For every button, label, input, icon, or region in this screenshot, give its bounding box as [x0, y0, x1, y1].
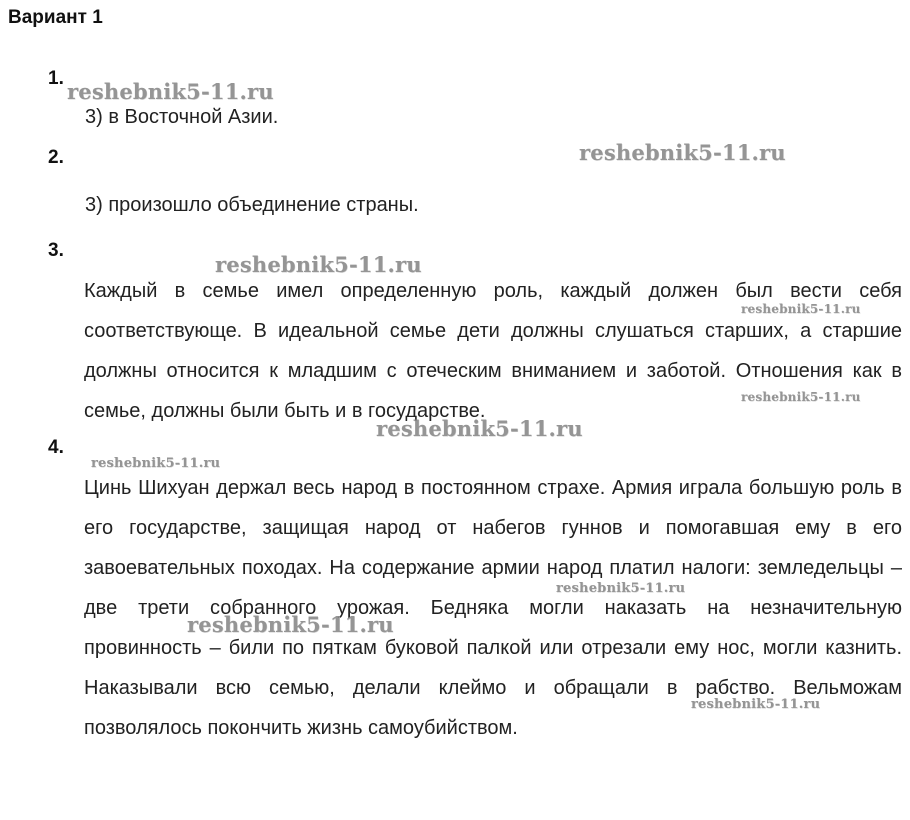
watermark: reshebnik5-11.ru: [556, 581, 686, 596]
item-answer: 3) произошло объединение страны.: [85, 194, 419, 216]
watermark: reshebnik5-11.ru: [741, 390, 861, 404]
watermark: reshebnik5-11.ru: [579, 140, 786, 165]
watermark: reshebnik5-11.ru: [376, 416, 583, 441]
item-number: 4.: [48, 437, 64, 458]
watermark: reshebnik5-11.ru: [691, 697, 821, 712]
item-answer: 3) в Восточной Азии.: [85, 106, 279, 128]
page-title: Вариант 1: [8, 7, 103, 28]
watermark: reshebnik5-11.ru: [215, 252, 422, 277]
watermark: reshebnik5-11.ru: [187, 612, 394, 637]
item-number: 1.: [48, 68, 64, 89]
watermark: reshebnik5-11.ru: [91, 456, 221, 471]
item-number: 2.: [48, 147, 64, 168]
item-paragraph: Цинь Шихуан держал весь народ в постоянном страхе. Армия играла большую роль в его государстве, защищая народ от набегов гуннов и помогавшая ему в его завоевательных походах. На содержание армии народ платил налоги: земледельцы – две трети собранного урожая. Бедняка могли наказать на незначительную провинность – били по пяткам буковой палкой или отрезали ему нос, могли казнить. Наказывали всю семью, делали клеймо и обращали в рабство. Вельможам позволялось покончить жизнь самоубийством.: [84, 477, 902, 739]
watermark: reshebnik5-11.ru: [67, 79, 274, 104]
item-paragraph: Каждый в семье имел определенную роль, каждый должен был вести себя соответствующе. В идеальной семье дети должны слушаться старших, а старшие должны относится к младшим с отеческим вниманием и заботой. Отношения как в семье, должны были быть и в государстве.: [84, 280, 902, 422]
watermark: reshebnik5-11.ru: [741, 302, 861, 316]
item-number: 3.: [48, 240, 64, 261]
